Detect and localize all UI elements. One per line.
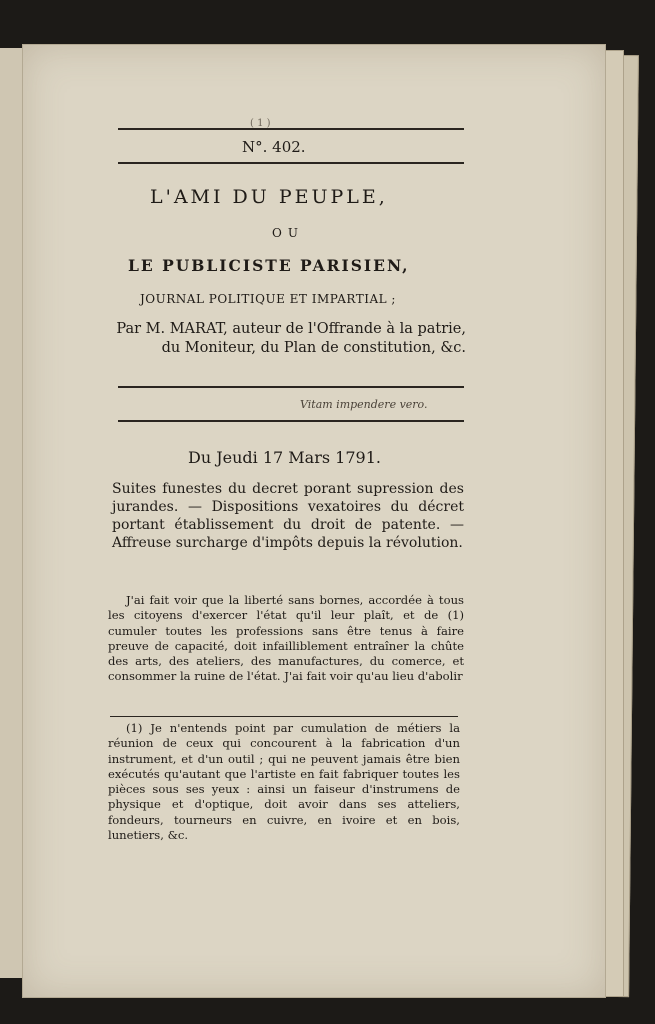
issue-number: N°. 402. — [242, 138, 306, 156]
masthead-rule — [118, 386, 464, 388]
article-body: J'ai fait voir que la liberté sans bornes, accordée à tous les citoyens d'exercer l'état qu'il leur plaît, et de (1) cumuler toutes les professions sans être tenus à faire preuve de capacité, doit infailliblement entraîner la chûte des arts, des ateliers, des manufactures, du comerce, et consommer la ruine de l'état. J'ai fait voir qu'au lieu d'abolir — [108, 593, 464, 684]
issue-date: Du Jeudi 17 Mars 1791. — [188, 448, 381, 467]
newspaper-subtitle: LE PUBLICISTE PARISIEN, — [128, 256, 410, 275]
footnote: (1) Je n'entends point par cumulation de métiers la réunion de ceux qui concourent à la fabrication d'un instrument, et d'un outil ; qui ne peuvent jamais être bien exécutés qu'autant que l'artiste en fait fabriquer toutes les pièces sous ses yeux : ainsi un faiseur d'instrumens de physique et d'optique, doit avoir dans ses atteliers, fondeurs, tourneurs en cuivre, en ivoire et en bois, lunetiers, &c. — [108, 721, 460, 843]
page-mark: ( 1 ) — [250, 118, 271, 129]
motto: Vitam impendere vero. — [300, 398, 428, 411]
journal-descriptor: JOURNAL POLITIQUE ET IMPARTIAL ; — [140, 292, 396, 306]
title-conjunction: OU — [272, 226, 304, 240]
header-rule — [118, 162, 464, 164]
article-summary: Suites funestes du decret porant supression des jurandes. — Dispositions vexatoires du décret portant établissement du droit de patente. — Affreuse surcharge d'impôts depuis la révolution. — [112, 481, 464, 551]
footnote-rule — [110, 716, 458, 717]
motto-rule — [118, 420, 464, 422]
author-line: Par M. MARAT, auteur de l'Offrande à la patrie, du Moniteur, du Plan de constitution, &c. — [116, 321, 466, 356]
newspaper-title: L'AMI DU PEUPLE, — [150, 186, 388, 208]
facing-page-edge — [0, 48, 23, 978]
top-rule — [118, 128, 464, 130]
